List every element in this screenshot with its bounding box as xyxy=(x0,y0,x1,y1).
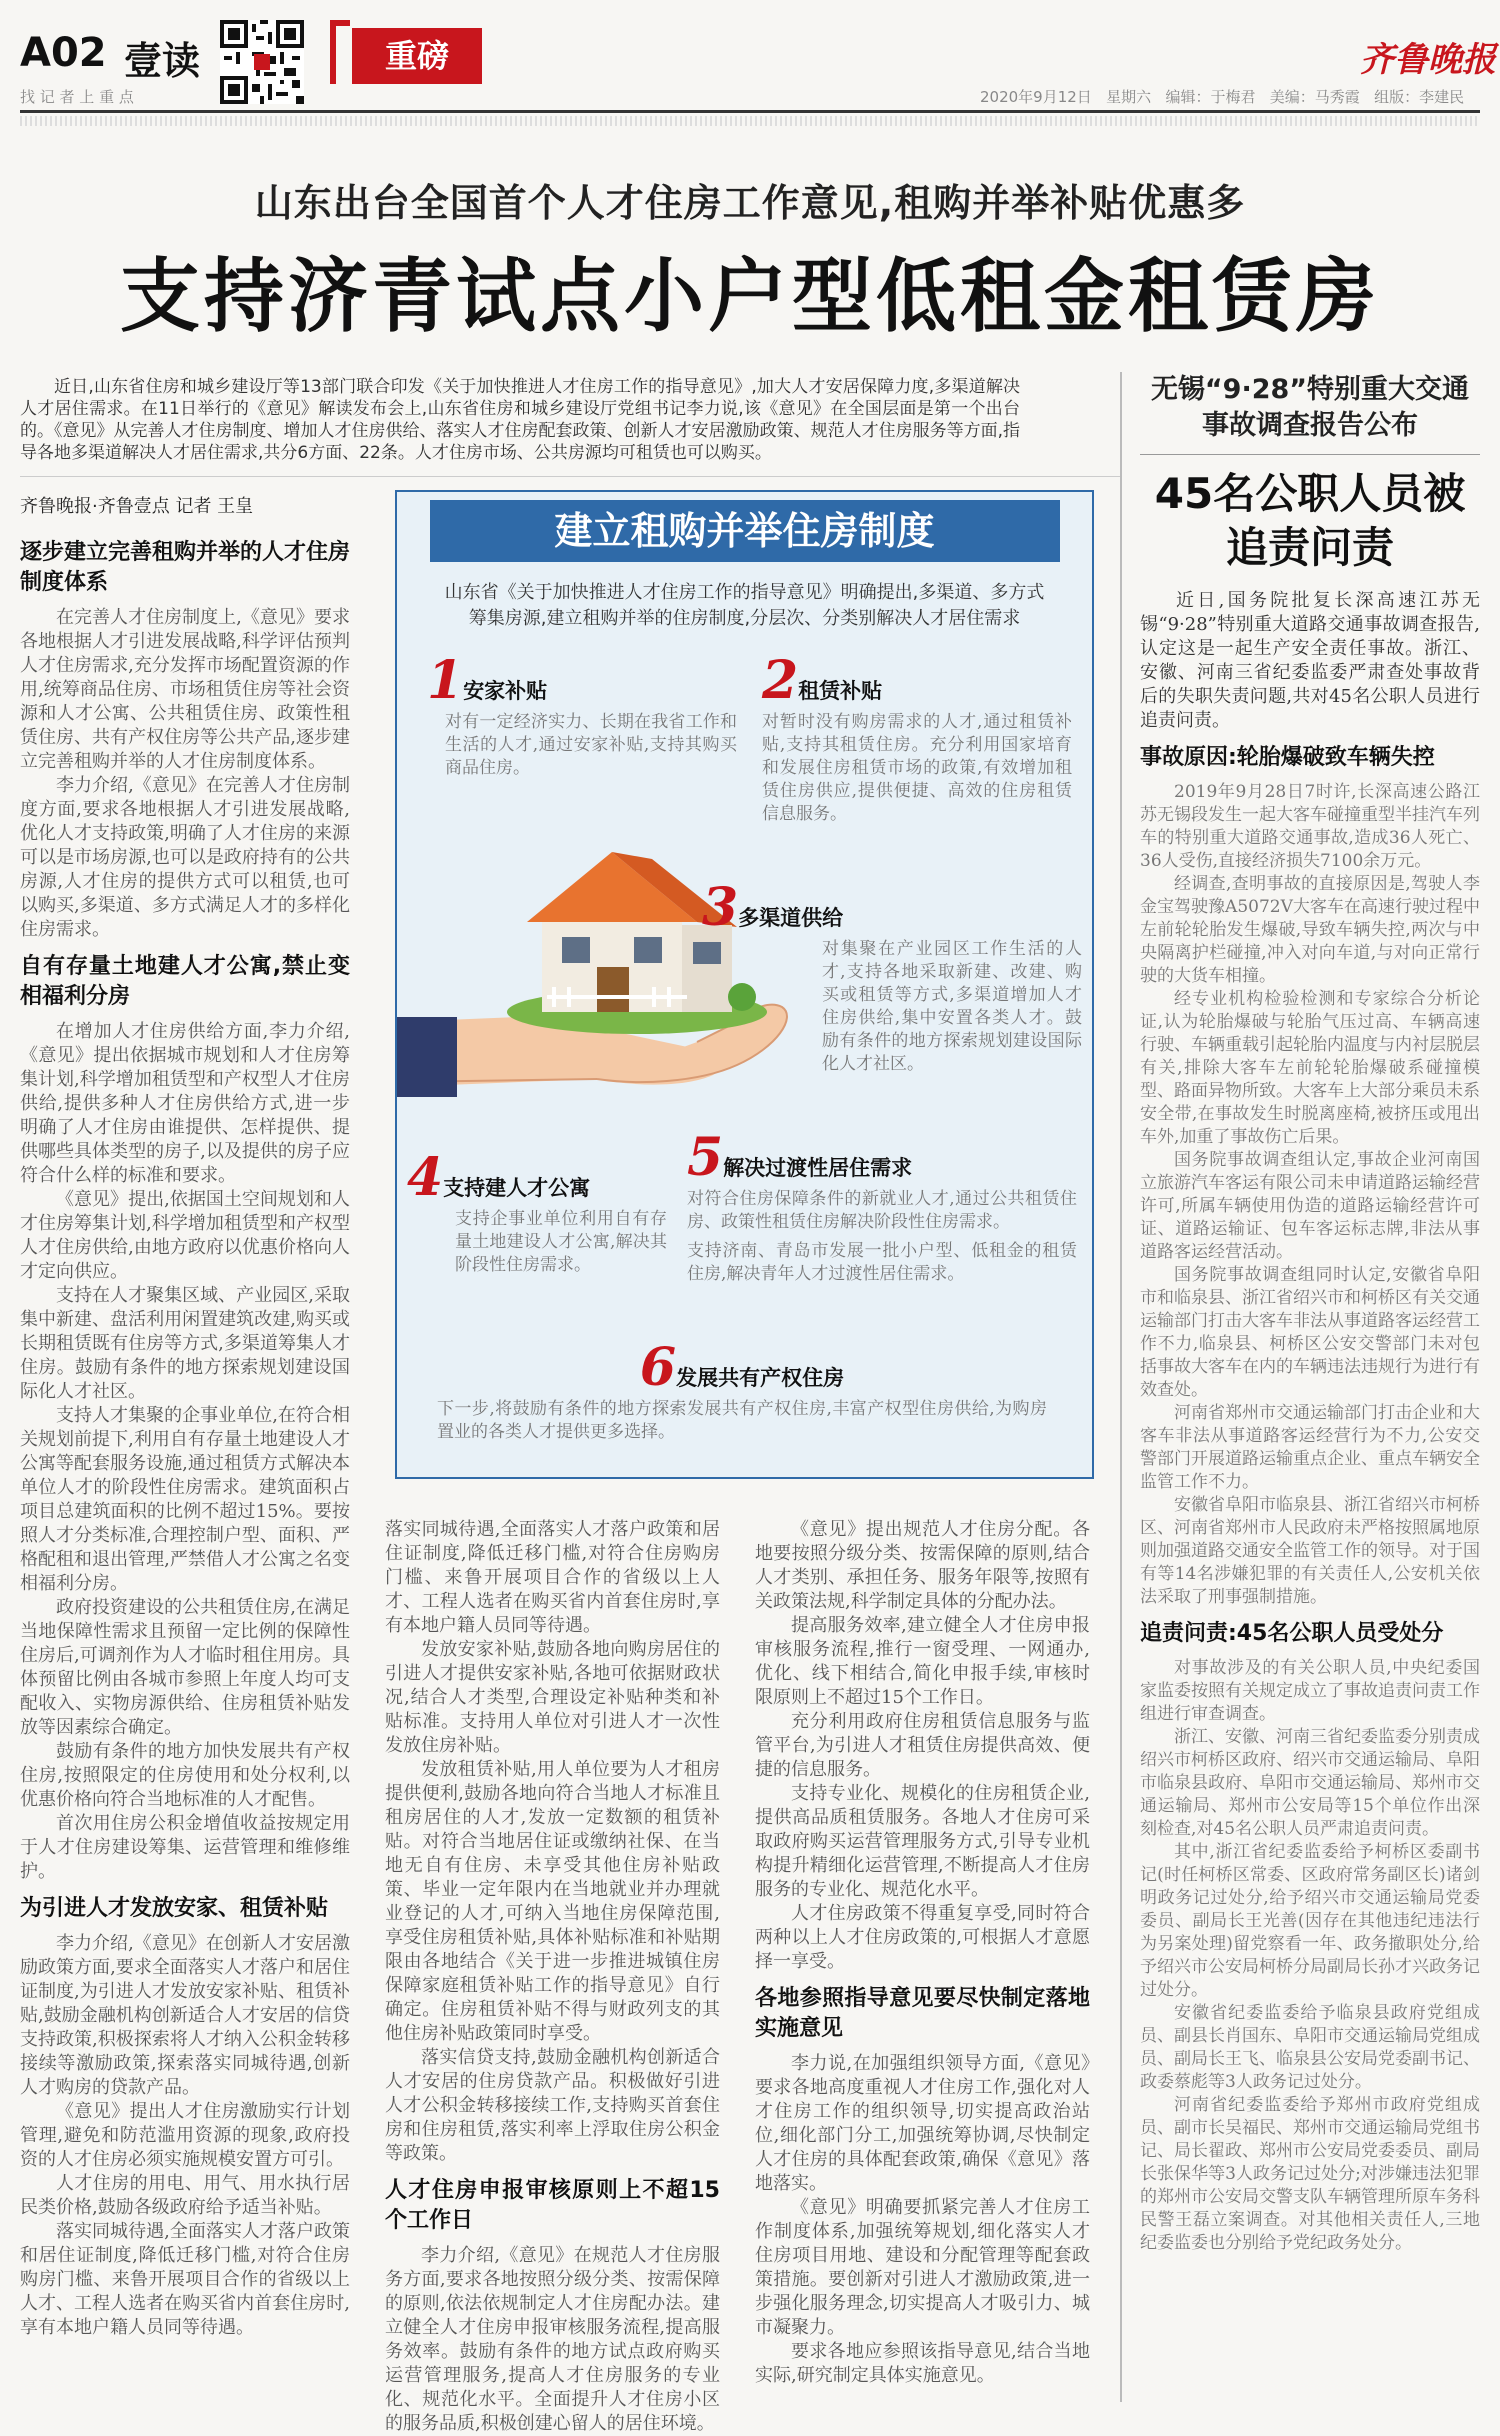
item-text: 支持企事业单位利用自有存量土地建设人才公寓,解决其阶段性住房需求。 xyxy=(455,1209,667,1275)
badge-bracket-top xyxy=(330,20,350,26)
issue-info xyxy=(980,86,1464,107)
lead-paragraph: 近日,山东省住房和城乡建设厅等13部门联合印发《关于加快推进人才住房工作的指导意见》,加大人才安居保障力度,多渠道解决人才居住需求。在11日举行的《意见》解读发布会上,山东省住房和城乡建设厅党组书记李力说,该《意见》在全国层面是第一个出台的。《意见》从完善人才住房制度、增加人才住房供给、落实人才住房配套政策、创新人才安居激励政策、规范人才住房服务等方面,指导各地多渠道解决人才居住需求,共分6方面、22条。人才住房市场、公共房源均可租赁也可以购买。 xyxy=(20,377,1020,463)
qr-code-icon xyxy=(220,20,304,104)
badge-bracket-left xyxy=(330,20,336,84)
item-number: 4 xyxy=(407,1147,444,1208)
policy-item-1 xyxy=(427,650,737,780)
layout-credit: 组版：李建民 xyxy=(1374,88,1465,106)
item-title: 多渠道供给 xyxy=(738,906,844,930)
item-number: 1 xyxy=(427,650,464,711)
sidebar-article xyxy=(1140,372,1480,2338)
main-headline: 支持济青试点小户型低租金租赁房 xyxy=(120,250,1380,343)
sidebar-kicker: 无锡“9·28”特别重大交通事故调查报告公布 xyxy=(1150,374,1470,441)
item-title: 安家补贴 xyxy=(463,679,548,703)
item-title: 发展共有产权住房 xyxy=(676,1366,845,1390)
infographic-panel xyxy=(395,490,1094,1479)
issue-weekday: 星期六 xyxy=(1106,88,1152,106)
subhead-subsidies: 为引进人才发放安家、租赁补贴 xyxy=(20,1896,329,1921)
subhead-implementation: 各地参照指导意见要尽快制定落地实施意见 xyxy=(755,1986,1090,2041)
sidebar-divider xyxy=(1120,372,1122,2402)
sidebar-body: 事故原因:轮胎爆破致车辆失控 2019年9月28日7时许,长深高速公路江苏无锡段发生一起大客车碰撞重型半挂汽车列车的特别重大道路交通事故,造成36人死亡、36人受伤,直接经济损失7100余万元。 经调查,查明事故的直接原因是,驾驶人李金宝驾驶豫A5072V大客车在高速行驶过程中左前轮轮胎发生爆破,导致车辆失控,两次与中央隔离护栏碰撞,冲入对向车道,与对向正常行驶的大货车相撞。 经专业机构检验检测和专家综合分析论证,认为轮胎爆破与轮胎气压过高、车辆高速行驶、车辆重载引起轮胎内温度与内衬层脱层有关,排除大客车左前轮轮胎爆破系碰撞模型、路面异物所致。大客车上大部分乘员未系安全带,在事故发生时脱离座椅,被挤压或甩出车外,加重了事故伤亡后果。 国务院事故调查组认定,事故企业河南国立旅游汽车客运有限公司未申请道路运输经营许可,所属车辆使用伪造的道路运输经营许可证、道路运输证、包车客运标志牌,非法从事道路客运经营活动。 国务院事故调查组同时认定,安徽省阜阳市和临泉县、浙江省绍兴市和柯桥区有关交通运输部门打击大客车非法从事道路客运经营工作不力,临泉县、柯桥区公安交警部门未对包括事故大客车在内的车辆违法违规行为进行有效查处。 河南省郑州市交通运输部门打击企业和大客车非法从事道路客运经营行为不力,公安交警部门开展道路运输重点企业、重点车辆安全监管工作不力。 安徽省阜阳市临泉县、浙江省绍兴市柯桥区、河南省郑州市人民政府未严格按照属地原则加强道路交通安全监管工作的领导。对于国有等14名涉嫌犯罪的有关责任人,公安机关依法采取了刑事强制措施。 追责问责:45名公职人员受处分 对事故涉及的有关公职人员,中央纪委国家监委按照有关规定成立了事故追责问责工作组进行审查调查。 浙江、安徽、河南三省纪委监委分别责成绍兴市柯桥区政府、绍兴市交通运输局、阜阳市临泉县政府、阜阳市交通运输局、郑州市交通运输局、郑州市公安局等15个单位作出深刻检查,对45名公职人员严肃追责问责。 其中,浙江省纪委监委给予柯桥区委副书记(时任柯桥区常委、区政府常务副区长)诸剑明政务记过处分,给予绍兴市交通运输局党委委员、副局长王光善(因存在其他违纪违法行为另案处理)留党察看一年、政务撤职处分,给予绍兴市公安局柯桥分局副局长孙才兴政务记过处分。 安徽省纪委监委给予临泉县政府党组成员、副县长肖国东、阜阳市交通运输局党组成员、副局长王飞、临泉县公安局党委副书记、政委蔡彪等3人政务记过处分。 河南省纪委监委给予郑州市政府党组成员、副市长吴福民、郑州市交通运输局党组书记、局长翟政、郑州市公安局党委委员、副局长张保华等3人政务记过处分;对涉嫌违法犯罪的郑州市公安局交警支队车辆管理所原车务科民警王磊立案调查。对其他相关责任人,三地纪委监委也分别给予党纪政务处分。 xyxy=(1140,745,1480,2253)
item-number: 2 xyxy=(762,650,799,711)
item-text-2: 支持济南、青岛市发展一批小户型、低租金的租赁住房,解决青年人才过渡性居住需求。 xyxy=(687,1241,1077,1284)
sidebar-lead: 近日,国务院批复长深高速江苏无锡“9·28”特别重大道路交通事故调查报告,认定这是一起生产安全责任事故。浙江、安徽、河南三省纪委监委严肃查处事故背后的失职失责问题,共对45名公职人员进行追责问责。 xyxy=(1140,590,1480,731)
lead-divider xyxy=(20,476,1120,477)
newspaper-logo: 齐鲁晚报 xyxy=(1360,40,1496,80)
article-column-3: 《意见》提出规范人才住房分配。各地要按照分级分类、按需保障的原则,结合人才类别、承担任务、服务年限等,按照有关政策法规,科学制定具体的分配办法。 提高服务效率,建立健全人才住房申报审核服务流程,推行一窗受理、一网通办,优化、线下相结合,简化申报手续,审核时限原则上不超过15个工作日。 充分利用政府住房租赁信息服务与监管平台,为引进人才租赁住房提供高效、便捷的信息服务。 支持专业化、规模化的住房租赁企业,提供高品质租赁服务。各地人才住房可采取政府购买运营管理服务方式,引导专业机构提升精细化运营管理,不断提高人才住房服务的专业化、规范化水平。 人才住房政策不得重复享受,同时符合两种以上人才住房政策的,可根据人才意愿择一享受。 各地参照指导意见要尽快制定落地实施意见 李力说,在加强组织领导方面,《意见》要求各地高度重视人才住房工作,强化对人才住房工作的组织领导,切实提高政治站位,细化部门分工,加强统筹协调,尽快制定人才住房的具体配套政策,确保《意见》落地落实。 《意见》明确要抓紧完善人才住房工作制度体系,加强统筹规划,细化落实人才住房项目用地、建设和分配管理等配套政策措施。要创新对引进人才激励政策,进一步强化服务理念,切实提高人才吸引力、城市凝聚力。 要求各地应参照该指导意见,结合当地实际,研究制定具体实施意见。 xyxy=(755,1519,1090,2386)
subhead-review-deadline: 人才住房申报审核原则上不超15个工作日 xyxy=(385,2178,720,2233)
policy-item-5 xyxy=(687,1127,1077,1286)
subhead-talent-apartment: 自有存量土地建人才公寓,禁止变相福利分房 xyxy=(20,954,350,1009)
byline: 齐鲁晚报·齐鲁壹点 记者 王皇 xyxy=(20,496,254,517)
item-text: 下一步,将鼓励有条件的地方探索发展共有产权住房,丰富产权型住房供给,为购房置业的各类人才提供更多选择。 xyxy=(437,1399,1047,1442)
issue-date: 2020年9月12日 xyxy=(980,88,1092,106)
header-rule xyxy=(20,110,1480,113)
policy-item-4 xyxy=(407,1147,667,1277)
section-name: 壹读 xyxy=(124,38,201,83)
infographic-intro: 山东省《关于加快推进人才住房工作的指导意见》明确提出,多渠道、多方式筹集房源,建立租购并举的住房制度,分层次、分类别解决人才居住需求 xyxy=(444,582,1045,629)
continued-text: 落实同城待遇,全面落实人才落户政策和居住证制度,降低迁移门槛,对符合住房购房门槛、来鲁开展项目合作的省级以上人才、工程人选者在购买省内首套住房时,享有本地户籍人员同等待遇。 xyxy=(385,1519,720,1636)
subhead-accountability: 追责问责:45名公职人员受处分 xyxy=(1140,1621,1444,1646)
item-title: 解决过渡性居住需求 xyxy=(723,1156,913,1180)
subhead-accident-cause: 事故原因:轮胎爆破致车辆失控 xyxy=(1140,745,1435,770)
editor-credit: 编辑：于梅君 xyxy=(1165,88,1256,106)
subhead-housing-system: 逐步建立完善租购并举的人才住房制度体系 xyxy=(20,540,351,595)
item-title: 租赁补贴 xyxy=(798,679,883,703)
policy-item-6 xyxy=(437,1337,1047,1444)
item-number: 5 xyxy=(687,1127,724,1188)
article-column-2: 落实同城待遇,全面落实人才落户政策和居住证制度,降低迁移门槛,对符合住房购房门槛、来鲁开展项目合作的省级以上人才、工程人选者在购买省内首套住房时,享有本地户籍人员同等待遇。 发放安家补贴,鼓励各地向购房居住的引进人才提供安家补贴,各地可依据财政状况,结合人才类型,合理设定补贴种类和补贴标准。支持用人单位对引进人才一次性发放住房补贴。 发放租赁补贴,用人单位要为人才租房提供便利,鼓励各地向符合当地人才标准且租房居住的人才,发放一定数额的租赁补贴。对符合当地居住证或缴纳社保、在当地无自有住房、未享受其他住房补贴政策、毕业一定年限内在当地就业并办理就业登记的人才,可纳入当地住房保障范围,享受住房租赁补贴,具体补贴标准和补贴期限由各地结合《关于进一步推进城镇住房保障家庭租赁补贴工作的指导意见》自行确定。住房租赁补贴不得与财政列支的其他住房补贴政策同时享受。 落实信贷支持,鼓励金融机构创新适合人才安居的住房贷款产品。积极做好引进人才公积金转移接续工作,支持购买首套住房和住房租赁,落实利率上浮取住房公积金等政策。 人才住房申报审核原则上不超15个工作日 李力介绍,《意见》在规范人才住房服务方面,要求各地按照分级分类、按需保障的原则,依法依规制定人才住房配办法。建立健全人才住房申报审核服务流程,提高服务效率。鼓励有条件的地方试点政府购买运营管理服务,提高人才住房服务的专业化、规范化水平。全面提升人才住房小区的服务品质,积极创建心留人的居住环境。 xyxy=(385,1519,720,2434)
item-text: 对符合住房保障条件的新就业人才,通过公共租赁住房、政策性租赁住房解决阶段性住房需求。 xyxy=(687,1189,1077,1232)
page-number: A02 xyxy=(20,30,107,76)
item-text: 对有一定经济实力、长期在我省工作和生活的人才,通过安家补贴,支持其购买商品住房。 xyxy=(445,712,737,778)
art-credit: 美编：马秀霞 xyxy=(1269,88,1360,106)
item-text: 对集聚在产业园区工作生活的人才,支持各地采取新建、改建、购买或租赁等方式,多渠道增加人才住房供给,集中安置各类人才。鼓励有条件的地方探索规划建设国际化人才社区。 xyxy=(822,939,1082,1074)
infographic-title: 建立租购并举住房制度 xyxy=(430,500,1060,562)
policy-item-2 xyxy=(762,650,1072,826)
header-hatch xyxy=(20,116,1480,126)
headline-kicker: 山东出台全国首个人才住房工作意见,租购并举补贴优惠多 xyxy=(254,181,1246,225)
section-tagline: 找 记 者 上 重 点 xyxy=(20,88,134,106)
sidebar-headline: 45名公职人员被追责问责 xyxy=(1154,469,1466,572)
item-text: 对暂时没有购房需求的人才,通过租赁补贴,支持其租赁住房。充分利用国家培育和发展住房租赁市场的政策,有效增加租赁住房供应,提供便捷、高效的住房租赁信息服务。 xyxy=(762,712,1072,824)
sidebar-kicker-rule xyxy=(1140,454,1480,455)
item-title: 支持建人才公寓 xyxy=(443,1176,591,1200)
item-number: 3 xyxy=(702,877,739,938)
item-number: 6 xyxy=(639,1337,677,1398)
policy-item-3 xyxy=(702,877,1082,1076)
section-badge: 重磅 xyxy=(352,28,482,84)
article-column-1: 逐步建立完善租购并举的人才住房制度体系 在完善人才住房制度上,《意见》要求各地根据人才引进发展战略,科学评估预判人才住房需求,充分发挥市场配置资源的作用,统筹商品住房、市场租赁住房等社会资源和人才公寓、公共租赁住房、政策性租赁住房、共有产权住房等公共产品,逐步建立完善租购并举的人才住房制度体系。 李力介绍,《意见》在完善人才住房制度方面,要求各地根据人才引进发展战略,优化人才支持政策,明确了人才住房的来源可以是市场房源,也可以是政府持有的公共房源,人才住房的提供方式可以租赁,也可以购买,多渠道、多方式满足人才的多样化住房需求。 自有存量土地建人才公寓,禁止变相福利分房 在增加人才住房供给方面,李力介绍,《意见》提出依据城市规划和人才住房筹集计划,科学增加租赁型和产权型人才住房供给,提供多种人才住房供给方式,进一步明确了人才住房由谁提供、怎样提供、提供哪些具体类型的房子,以及提供的房子应符合什么样的标准和要求。 《意见》提出,依据国土空间规划和人才住房筹集计划,科学增加租赁型和产权型人才住房供给,由地方政府以优惠价格向人才定向供应。 支持在人才聚集区域、产业园区,采取集中新建、盘活利用闲置建筑改建,购买或长期租赁既有住房等方式,多渠道筹集人才住房。鼓励有条件的地方探索规划建设国际化人才社区。 支持人才集聚的企事业单位,在符合相关规划前提下,利用自有存量土地建设人才公寓等配套服务设施,通过租赁方式解决本单位人才的阶段性住房需求。建筑面积占项目总建筑面积的比例不超过15%。要按照人才分类标准,合理控制户型、面积、严格配租和退出管理,严禁借人才公寓之名变相福利分房。 政府投资建设的公共租赁住房,在满足当地保障性需求且预留一定比例的保障性住房后,可调剂作为人才临时租住用房。具体预留比例由各城市参照上年度人均可支配收入、实物房源供给、住房租赁补贴发放等因素综合确定。 鼓励有条件的地方加快发展共有产权住房,按照限定的住房使用和处分权利,以优惠价格向符合当地标准的人才配售。 首次用住房公积金增值收益按规定用于人才住房建设筹集、运营管理和维修维护。 为引进人才发放安家、租赁补贴 李力介绍,《意见》在创新人才安居激励政策方面,要求全面落实人才落户和居住证制度,为引进人才发放安家补贴、租赁补贴,鼓励金融机构创新适合人才安居的信贷支持政策,积极探索将人才纳入公积金转移接续等激励政策,探索落实同城待遇,创新人才购房的贷款产品。 《意见》提出人才住房激励实行计划管理,避免和防范滥用资源的现象,政府投资的人才住房必须实施规模安置方可引。 人才住房的用电、用气、用水执行居民类价格,鼓励各级政府给予适当补贴。 落实同城待遇,全面落实人才落户政策和居住证制度,降低迁移门槛,对符合住房购房门槛、来鲁开展项目合作的省级以上人才、工程人选者在购买省内首套住房时,享有本地户籍人员同等待遇。 xyxy=(20,540,351,2338)
